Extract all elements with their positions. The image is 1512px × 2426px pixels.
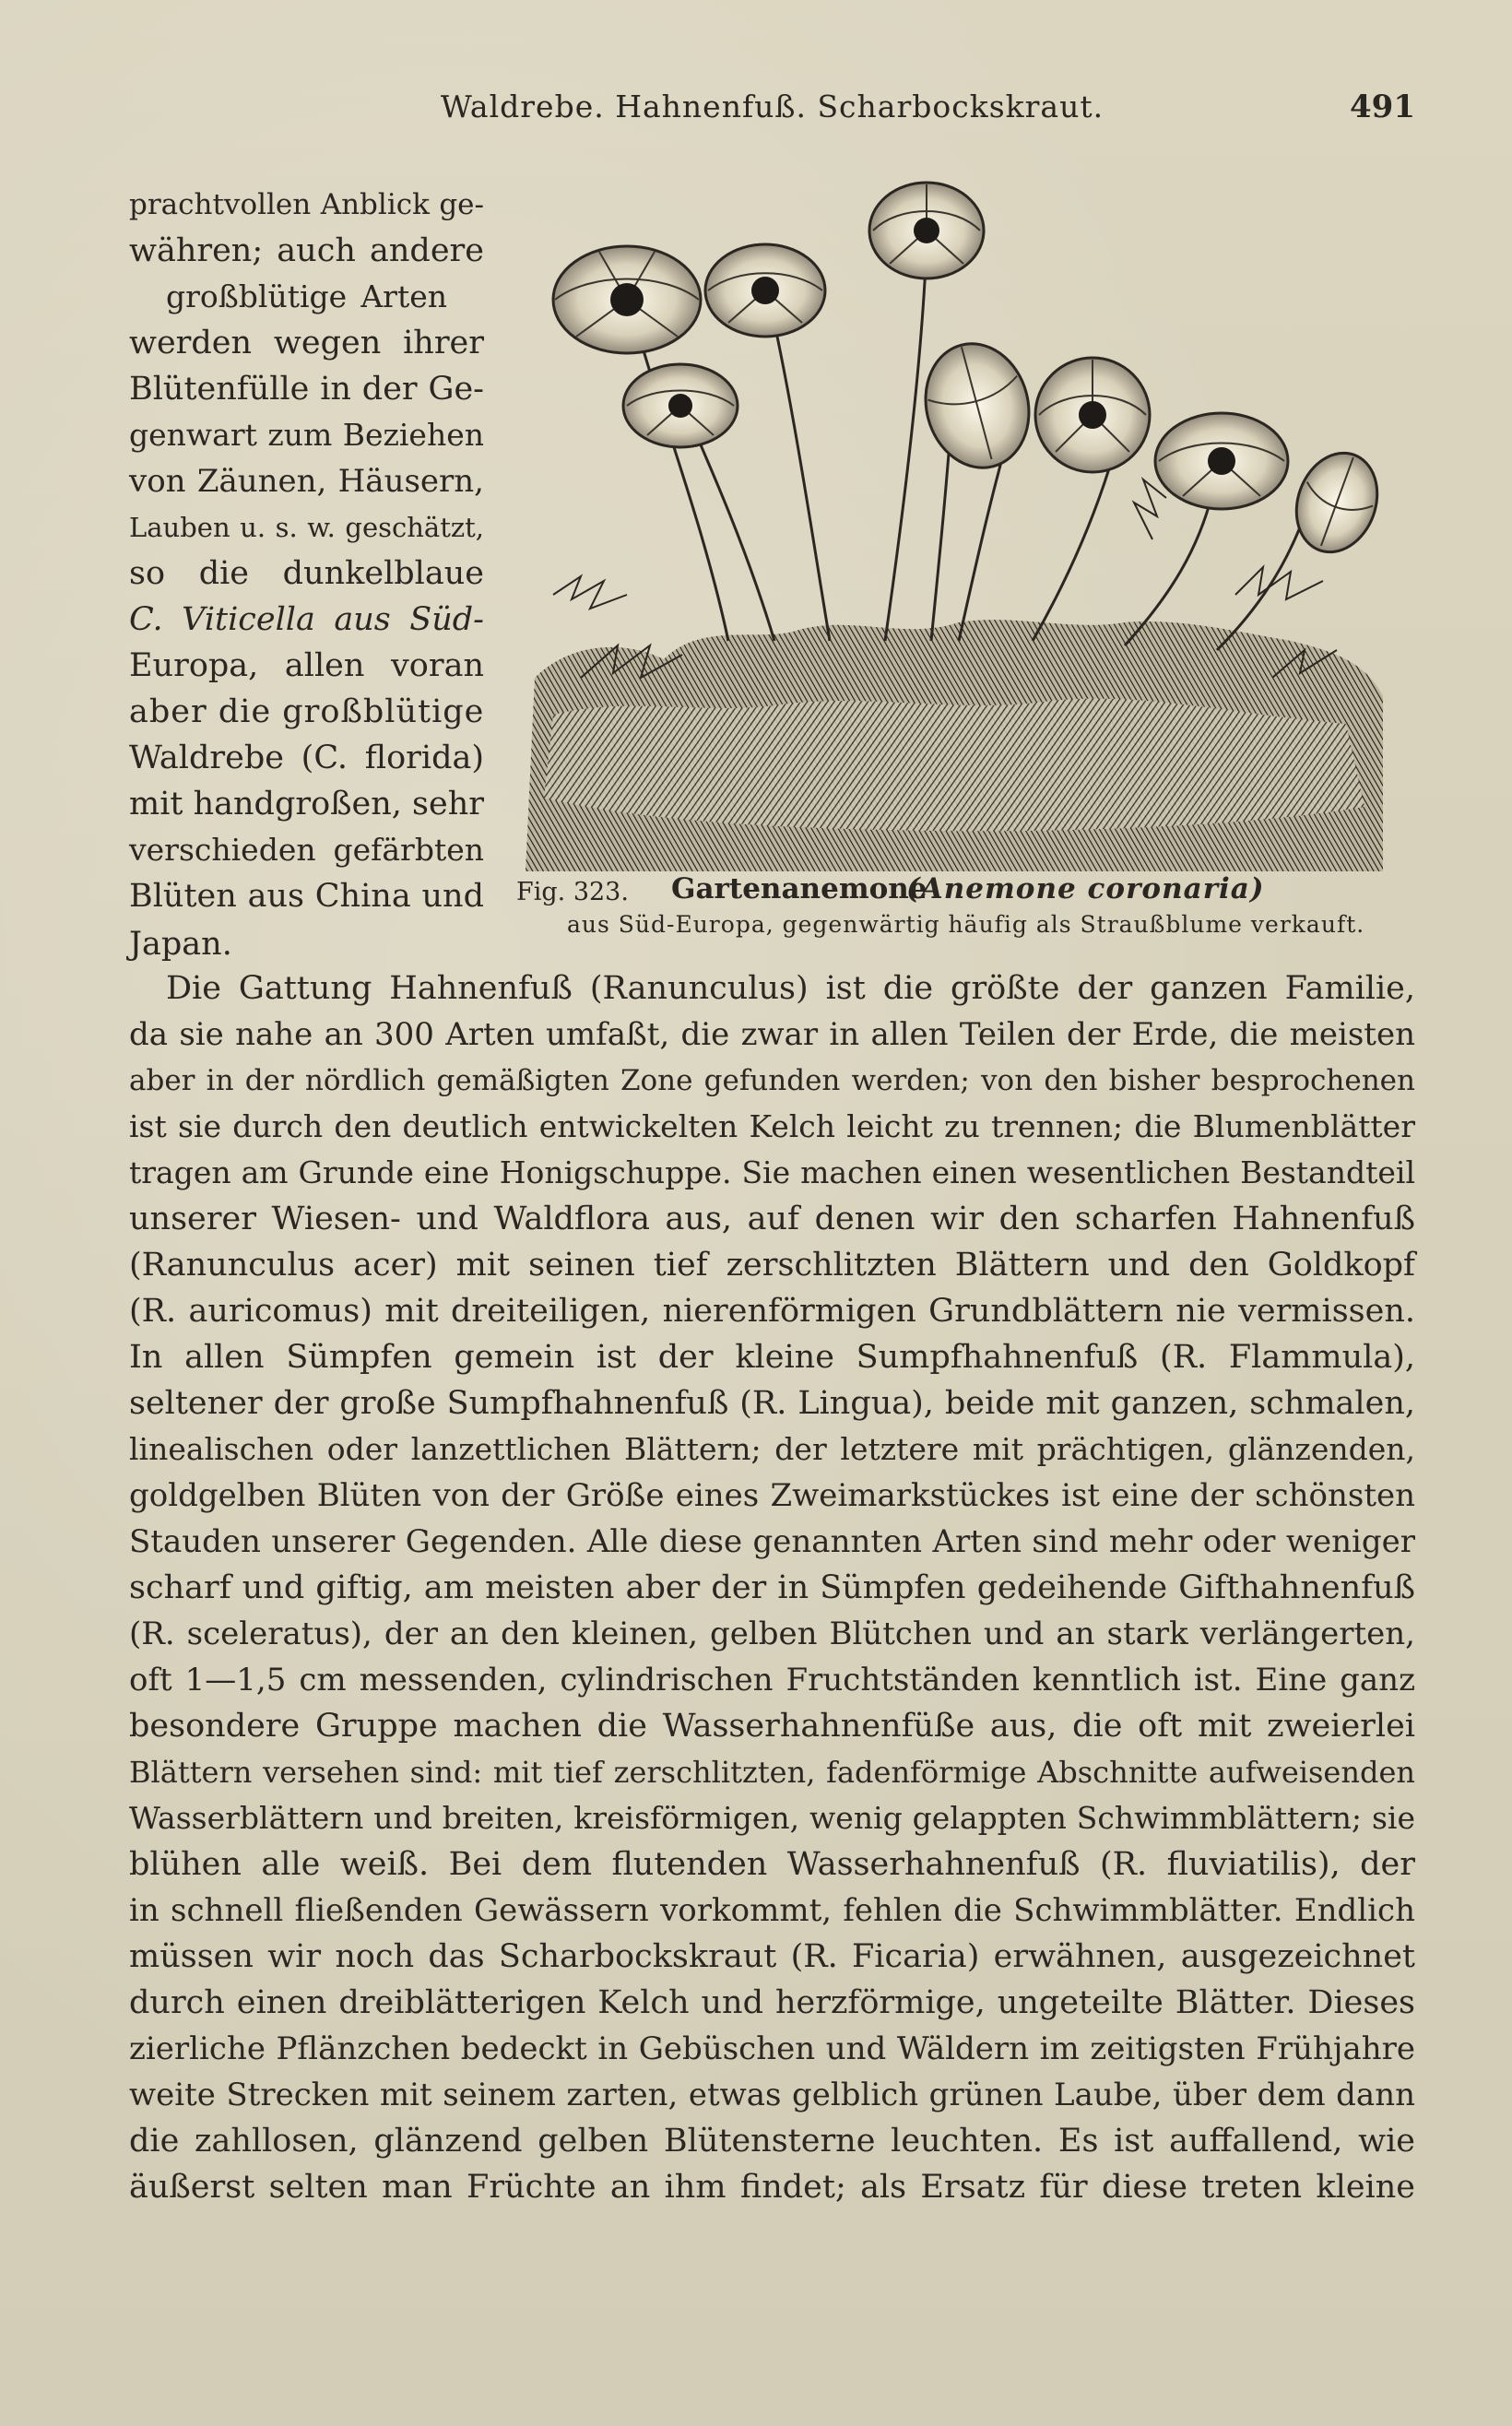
body-line: äußerst selten man Früchte an ihm findet; als Ersatz für diese treten kleine xyxy=(129,2169,1415,2206)
body-line: oft 1—1,5 cm messenden, cylindrischen Fruchtständen kenntlich ist. Eine ganz xyxy=(129,1662,1415,1698)
side-line: aber die großblütige xyxy=(129,693,485,730)
side-line: mit handgroßen, sehr xyxy=(129,786,484,822)
body-line: tragen am Grunde eine Honigschuppe. Sie machen einen wesentlichen Bestandteil xyxy=(129,1154,1415,1190)
body-line: (R. sceleratus), der an den kleinen, gelben Blütchen und an stark verlängerten, xyxy=(129,1615,1415,1652)
figure-title: Gartenanemone xyxy=(671,872,927,905)
body-line: blühen alle weiß. Bei dem flutenden Wasserhahnenfuß (R. fluviatilis), der xyxy=(129,1846,1415,1883)
body-line: müssen wir noch das Scharbockskraut (R. Ficaria) erwähnen, ausgezeichnet xyxy=(129,1938,1415,1975)
body-line: linealischen oder lanzettlichen Blättern; der letztere mit prächtigen, glänzenden, xyxy=(129,1431,1415,1467)
body-line: (R. auricomus) mit dreiteiligen, nierenförmigen Grundblättern nie vermissen. xyxy=(129,1293,1415,1330)
page-number: 491 xyxy=(1350,89,1415,125)
running-head-title: Waldrebe. Hahnenfuß. Scharbockskraut. xyxy=(440,89,1104,124)
figure-subcaption: aus Süd-Europa, gegenwärtig häufig als Straußblume verkauft. xyxy=(567,911,1365,938)
body-line: weite Strecken mit seinem zarten, etwas gelblich grünen Laube, über dem dann xyxy=(129,2077,1415,2113)
side-line: Japan. xyxy=(129,926,232,963)
body-line: seltener der große Sumpfhahnenfuß (R. Lingua), beide mit ganzen, schmalen, xyxy=(129,1385,1415,1422)
body-line: in schnell fließenden Gewässern vorkommt, fehlen die Schwimmblätter. Endlich xyxy=(129,1892,1415,1929)
body-line: Stauden unserer Gegenden. Alle diese genannten Arten sind mehr oder weniger xyxy=(129,1523,1415,1560)
body-line: da sie nahe an 300 Arten umfaßt, die zwar in allen Teilen der Erde, die meisten xyxy=(129,1016,1415,1053)
body-line: Wasserblättern und breiten, kreisförmigen, wenig gelappten Schwimmblättern; sie xyxy=(129,1800,1415,1836)
body-line: zierliche Pflänzchen bedeckt in Gebüschen und Wäldern im zeitigsten Frühjahre xyxy=(129,2030,1415,2067)
side-line: prachtvollen Anblick ge- xyxy=(129,188,484,221)
side-line: genwart zum Beziehen xyxy=(129,417,484,453)
figure-latin-name: (Anemone coronaria) xyxy=(906,872,1265,905)
body-line: die zahllosen, glänzend gelben Blütensterne leuchten. Es ist auffallend, wie xyxy=(129,2123,1415,2160)
body-line: Die Gattung Hahnenfuß (Ranunculus) ist die größte der ganzen Familie, xyxy=(166,970,1415,1007)
body-line: In allen Sümpfen gemein ist der kleine Sumpfhahnenfuß (R. Flammula), xyxy=(129,1339,1415,1376)
body-line: scharf und giftig, am meisten aber der in Sümpfen gedeihende Gifthahnenfuß xyxy=(129,1569,1415,1606)
flower-group xyxy=(553,183,1390,563)
figure-caption xyxy=(516,872,1401,913)
body-line: (Ranunculus acer) mit seinen tief zerschlitzten Blättern und den Goldkopf xyxy=(129,1247,1415,1284)
figure-anemone-illustration xyxy=(516,161,1401,871)
side-line: von Zäunen, Häusern, xyxy=(129,463,484,500)
body-line: aber in der nördlich gemäßigten Zone gefunden werden; von den bisher besprochenen xyxy=(129,1064,1415,1097)
side-line: so die dunkelblaue xyxy=(129,555,484,592)
body-line: Blättern versehen sind: mit tief zerschlitzten, fadenförmige Abschnitte aufweisenden xyxy=(129,1755,1415,1790)
anemone-engraving xyxy=(516,161,1401,871)
side-line: werden wegen ihrer xyxy=(129,325,484,361)
side-line: Blüten aus China und xyxy=(129,878,484,915)
body-line: unserer Wiesen- und Waldflora aus, auf denen wir den scharfen Hahnenfuß xyxy=(129,1201,1415,1237)
side-line: Blütenfülle in der Ge- xyxy=(129,371,484,408)
body-line: durch einen dreiblätterigen Kelch und herzförmige, ungeteilte Blätter. Dieses xyxy=(129,1984,1415,2021)
side-line: verschieden gefärbten xyxy=(129,832,484,868)
side-line: Lauben u. s. w. geschätzt, xyxy=(129,512,484,543)
side-line: C. Viticella aus Süd- xyxy=(129,601,484,638)
figure-label: Fig. 323. xyxy=(516,878,629,906)
side-line: großblütige Arten xyxy=(166,278,447,314)
side-line: Europa, allen voran xyxy=(129,647,484,684)
side-line: währen; auch andere xyxy=(129,232,484,269)
running-head xyxy=(129,89,1415,135)
body-line: ist sie durch den deutlich entwickelten Kelch leicht zu trennen; die Blumenblätter xyxy=(129,1108,1415,1144)
body-line: goldgelben Blüten von der Größe eines Zweimarkstückes ist eine der schönsten xyxy=(129,1477,1415,1514)
side-line: Waldrebe (C. florida) xyxy=(129,740,484,776)
body-line: besondere Gruppe machen die Wasserhahnenfüße aus, die oft mit zweierlei xyxy=(129,1708,1415,1745)
